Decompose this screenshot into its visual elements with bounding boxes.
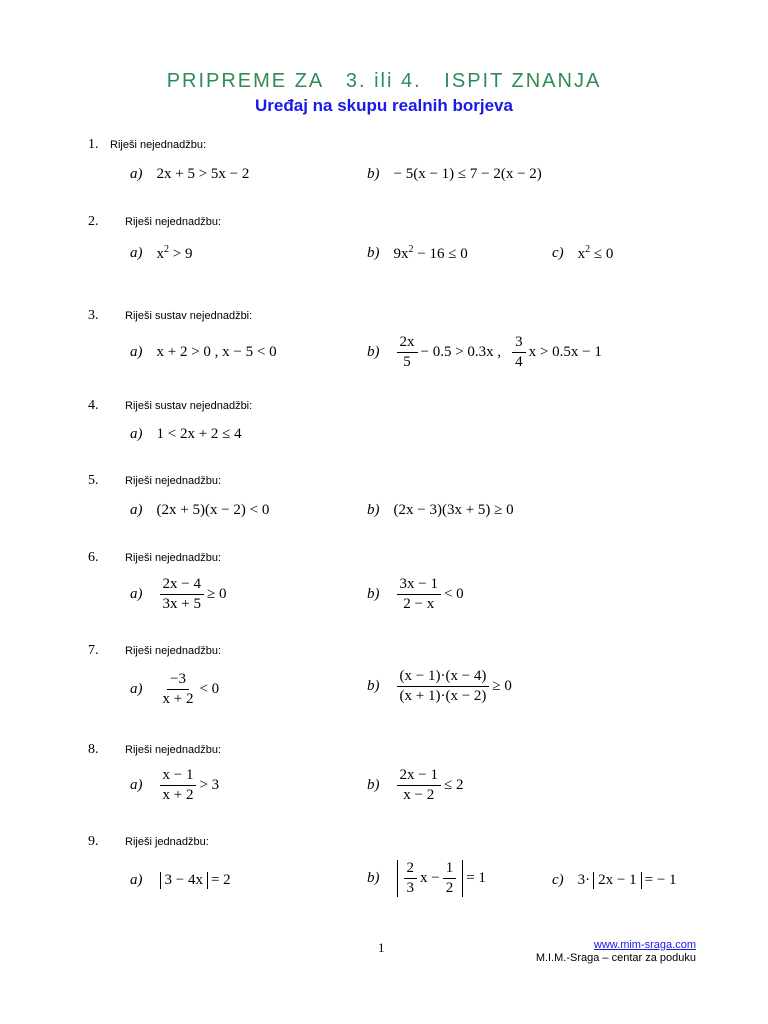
problem-1b	[367, 166, 542, 183]
expression: 2x + 5 > 5x − 2	[156, 166, 250, 182]
absolute-value	[397, 860, 464, 897]
page-number: 1	[378, 940, 385, 955]
problem-6b	[367, 576, 464, 613]
expression: (2x − 3)(3x + 5) ≥ 0	[393, 502, 514, 518]
expression: $9x^2 - 16 \le 0$	[393, 244, 468, 262]
expression: − 0.5 > 0.3x ,	[420, 344, 502, 360]
expression: − 5(x − 1) ≤ 7 − 2(x − 2)	[393, 166, 542, 182]
problem-1a	[130, 166, 249, 183]
expression: ≤ 2	[443, 777, 464, 793]
label-a: a)	[130, 344, 143, 360]
problem-2c	[552, 244, 613, 263]
label-b: b)	[367, 502, 380, 518]
expression: $x^2 > 9$	[156, 244, 193, 262]
label-b: b)	[367, 678, 380, 694]
fraction: $\frac{x - 1}{x + 2}$	[160, 767, 197, 804]
problem-9b	[367, 860, 486, 897]
expression: x + 2 > 0 , x − 5 < 0	[156, 344, 277, 360]
problem-instruction: Riješi nejednadžbu:	[125, 645, 222, 657]
page-title: PRIPREME ZA 3. ili 4. ISPIT ZNANJA	[166, 70, 602, 92]
problem-4a	[130, 426, 242, 443]
problem-number: 4.	[88, 398, 99, 413]
fraction: $\frac{3x - 1}{2 - x}$	[397, 576, 441, 613]
label-a: a)	[130, 872, 143, 888]
expression: > 3	[199, 777, 220, 793]
absolute-value: 2x − 1	[593, 872, 641, 889]
label-b: b)	[367, 245, 380, 261]
problem-number: 1.	[88, 137, 99, 152]
problem-7b	[367, 668, 512, 705]
expression: < 0	[199, 681, 220, 697]
problem-9a	[130, 872, 231, 889]
fraction: $\frac{2}{3}$	[404, 860, 418, 897]
problem-number: 5.	[88, 473, 99, 488]
problem-5b	[367, 502, 514, 519]
problem-number: 3.	[88, 308, 99, 323]
problem-6a	[130, 576, 226, 613]
label-a: a)	[130, 681, 143, 697]
page-subtitle: Uređaj na skupu realnih borjeva	[255, 96, 513, 115]
label-b: b)	[367, 586, 380, 602]
fraction: $\frac{1}{2}$	[443, 860, 457, 897]
problem-9c	[552, 872, 677, 889]
problem-instruction: Riješi nejednadžbu:	[125, 475, 222, 487]
website-link[interactable]: www.mim-sraga.com	[593, 939, 696, 951]
problem-number: 7.	[88, 643, 99, 658]
label-a: a)	[130, 166, 143, 182]
expression: 1 < 2x + 2 ≤ 4	[156, 426, 242, 442]
label-c: c)	[552, 872, 564, 888]
organization-name: M.I.M.-Sraga – centar za poduku	[535, 952, 696, 964]
label-b: b)	[367, 870, 380, 886]
label-a: a)	[130, 586, 143, 602]
problem-3a	[130, 344, 277, 361]
label-a: a)	[130, 777, 143, 793]
problem-instruction: Riješi jednadžbu:	[125, 836, 209, 848]
fraction: $\frac{2x - 1}{x - 2}$	[397, 767, 441, 804]
problem-instruction: Riješi nejednadžbu:	[125, 552, 222, 564]
fraction: $\frac{(x - 1)\cdot(x - 4)}{(x + 1)\cdot(x - 2)}$	[397, 668, 490, 705]
problem-number: 6.	[88, 550, 99, 565]
expression: 3·	[577, 872, 591, 888]
fraction: $\frac{3}{4}$	[512, 334, 526, 371]
problem-number: 9.	[88, 834, 99, 849]
expression: ≥ 0	[206, 586, 227, 602]
problem-number: 8.	[88, 742, 99, 757]
expression: x > 0.5x − 1	[528, 344, 602, 360]
label-a: a)	[130, 426, 143, 442]
problem-instruction: Riješi nejednadžbu:	[125, 216, 222, 228]
fraction: $\frac{-3}{x + 2}$	[162, 671, 194, 707]
fraction: $\frac{2x - 4}{3x + 5}$	[160, 576, 204, 613]
problem-8b	[367, 767, 463, 804]
expression: = − 1	[644, 872, 677, 888]
problem-instruction: Riješi sustav nejednadžbi:	[125, 400, 253, 412]
label-b: b)	[367, 344, 380, 360]
problem-instruction: Riješi sustav nejednadžbi:	[125, 310, 253, 322]
problem-2a	[130, 244, 192, 263]
label-c: c)	[552, 245, 564, 261]
problem-5a	[130, 502, 269, 519]
problem-instruction: Riješi nejednadžbu:	[110, 139, 207, 151]
expression: = 2	[210, 872, 231, 888]
absolute-value: 3 − 4x	[160, 872, 208, 889]
problem-3b	[367, 334, 602, 371]
expression: ≥ 0	[492, 678, 512, 694]
expression: x −	[420, 870, 440, 886]
problem-8a	[130, 767, 219, 804]
expression: < 0	[443, 586, 464, 602]
expression: (2x + 5)(x − 2) < 0	[156, 502, 270, 518]
problem-number: 2.	[88, 214, 99, 229]
label-b: b)	[367, 166, 380, 182]
fraction: $\frac{2x}{5}$	[397, 334, 418, 371]
label-a: a)	[130, 502, 143, 518]
expression: $x^2 \le 0$	[577, 244, 614, 262]
expression: = 1	[466, 870, 486, 886]
problem-2b	[367, 244, 468, 263]
label-b: b)	[367, 777, 380, 793]
problem-7a	[130, 671, 219, 708]
label-a: a)	[130, 245, 143, 261]
problem-instruction: Riješi nejednadžbu:	[125, 744, 222, 756]
